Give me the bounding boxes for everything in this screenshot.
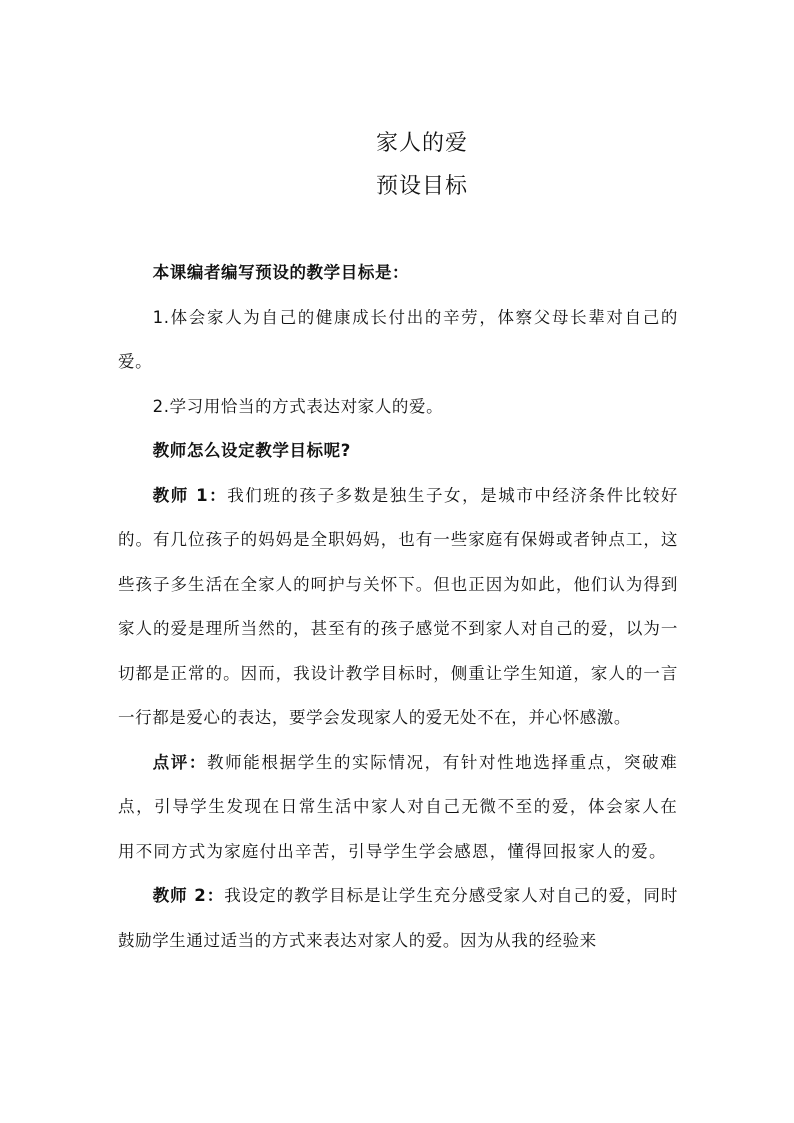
teacher-1-label: 教师 1： — [152, 485, 228, 505]
question-heading: 教师怎么设定教学目标呢? — [152, 441, 351, 460]
goals-heading: 本课编者编写预设的教学目标是： — [152, 263, 410, 282]
teacher-1-text: 我们班的孩子多数是独生子女，是城市中经济条件比较好的。有几位孩子的妈妈是全职妈妈，也有一些家庭有保姆或者钟点工，这些孩子多生活在全家人的呵护与关怀下。但也正因为如此，他们认为得到家人的爱是理所当然的，甚至有的孩子感觉不到家人对自己的爱，以为一切都是正常的。因而，我设计教学目标时，侧重让学生知道，家人的一言一行都是爱心的表达，要学会发现家人的爱无处不在，并心怀感激。 — [118, 485, 678, 727]
goal-item-2: 2.学习用恰当的方式表达对家人的爱。 — [152, 396, 444, 416]
document-title: 家人的爱 — [375, 131, 468, 156]
goal-item-1: 1.体会家人为自己的健康成长付出的辛劳，体察父母长辈对自己的爱。 — [118, 307, 678, 371]
comment-text: 教师能根据学生的实际情况，有针对性地选择重点，突破难点，引导学生发现在日常生活中家人对自己无微不至的爱，体会家人在用不同方式为家庭付出辛苦，引导学生学会感恩，懂得回报家人的爱。 — [118, 752, 679, 861]
comment-label: 点评： — [152, 752, 208, 772]
document-body — [118, 251, 678, 963]
teacher-2-paragraph — [118, 874, 678, 963]
teacher-2-text: 我设定的教学目标是让学生充分感受家人对自己的爱，同时鼓励学生通过适当的方式来表达对家人的爱。因为从我的经验来 — [118, 886, 678, 950]
document-subtitle: 预设目标 — [375, 174, 468, 199]
teacher-2-label: 教师 2： — [152, 886, 225, 905]
comment-paragraph — [118, 741, 678, 875]
teacher-1-paragraph — [118, 474, 678, 741]
